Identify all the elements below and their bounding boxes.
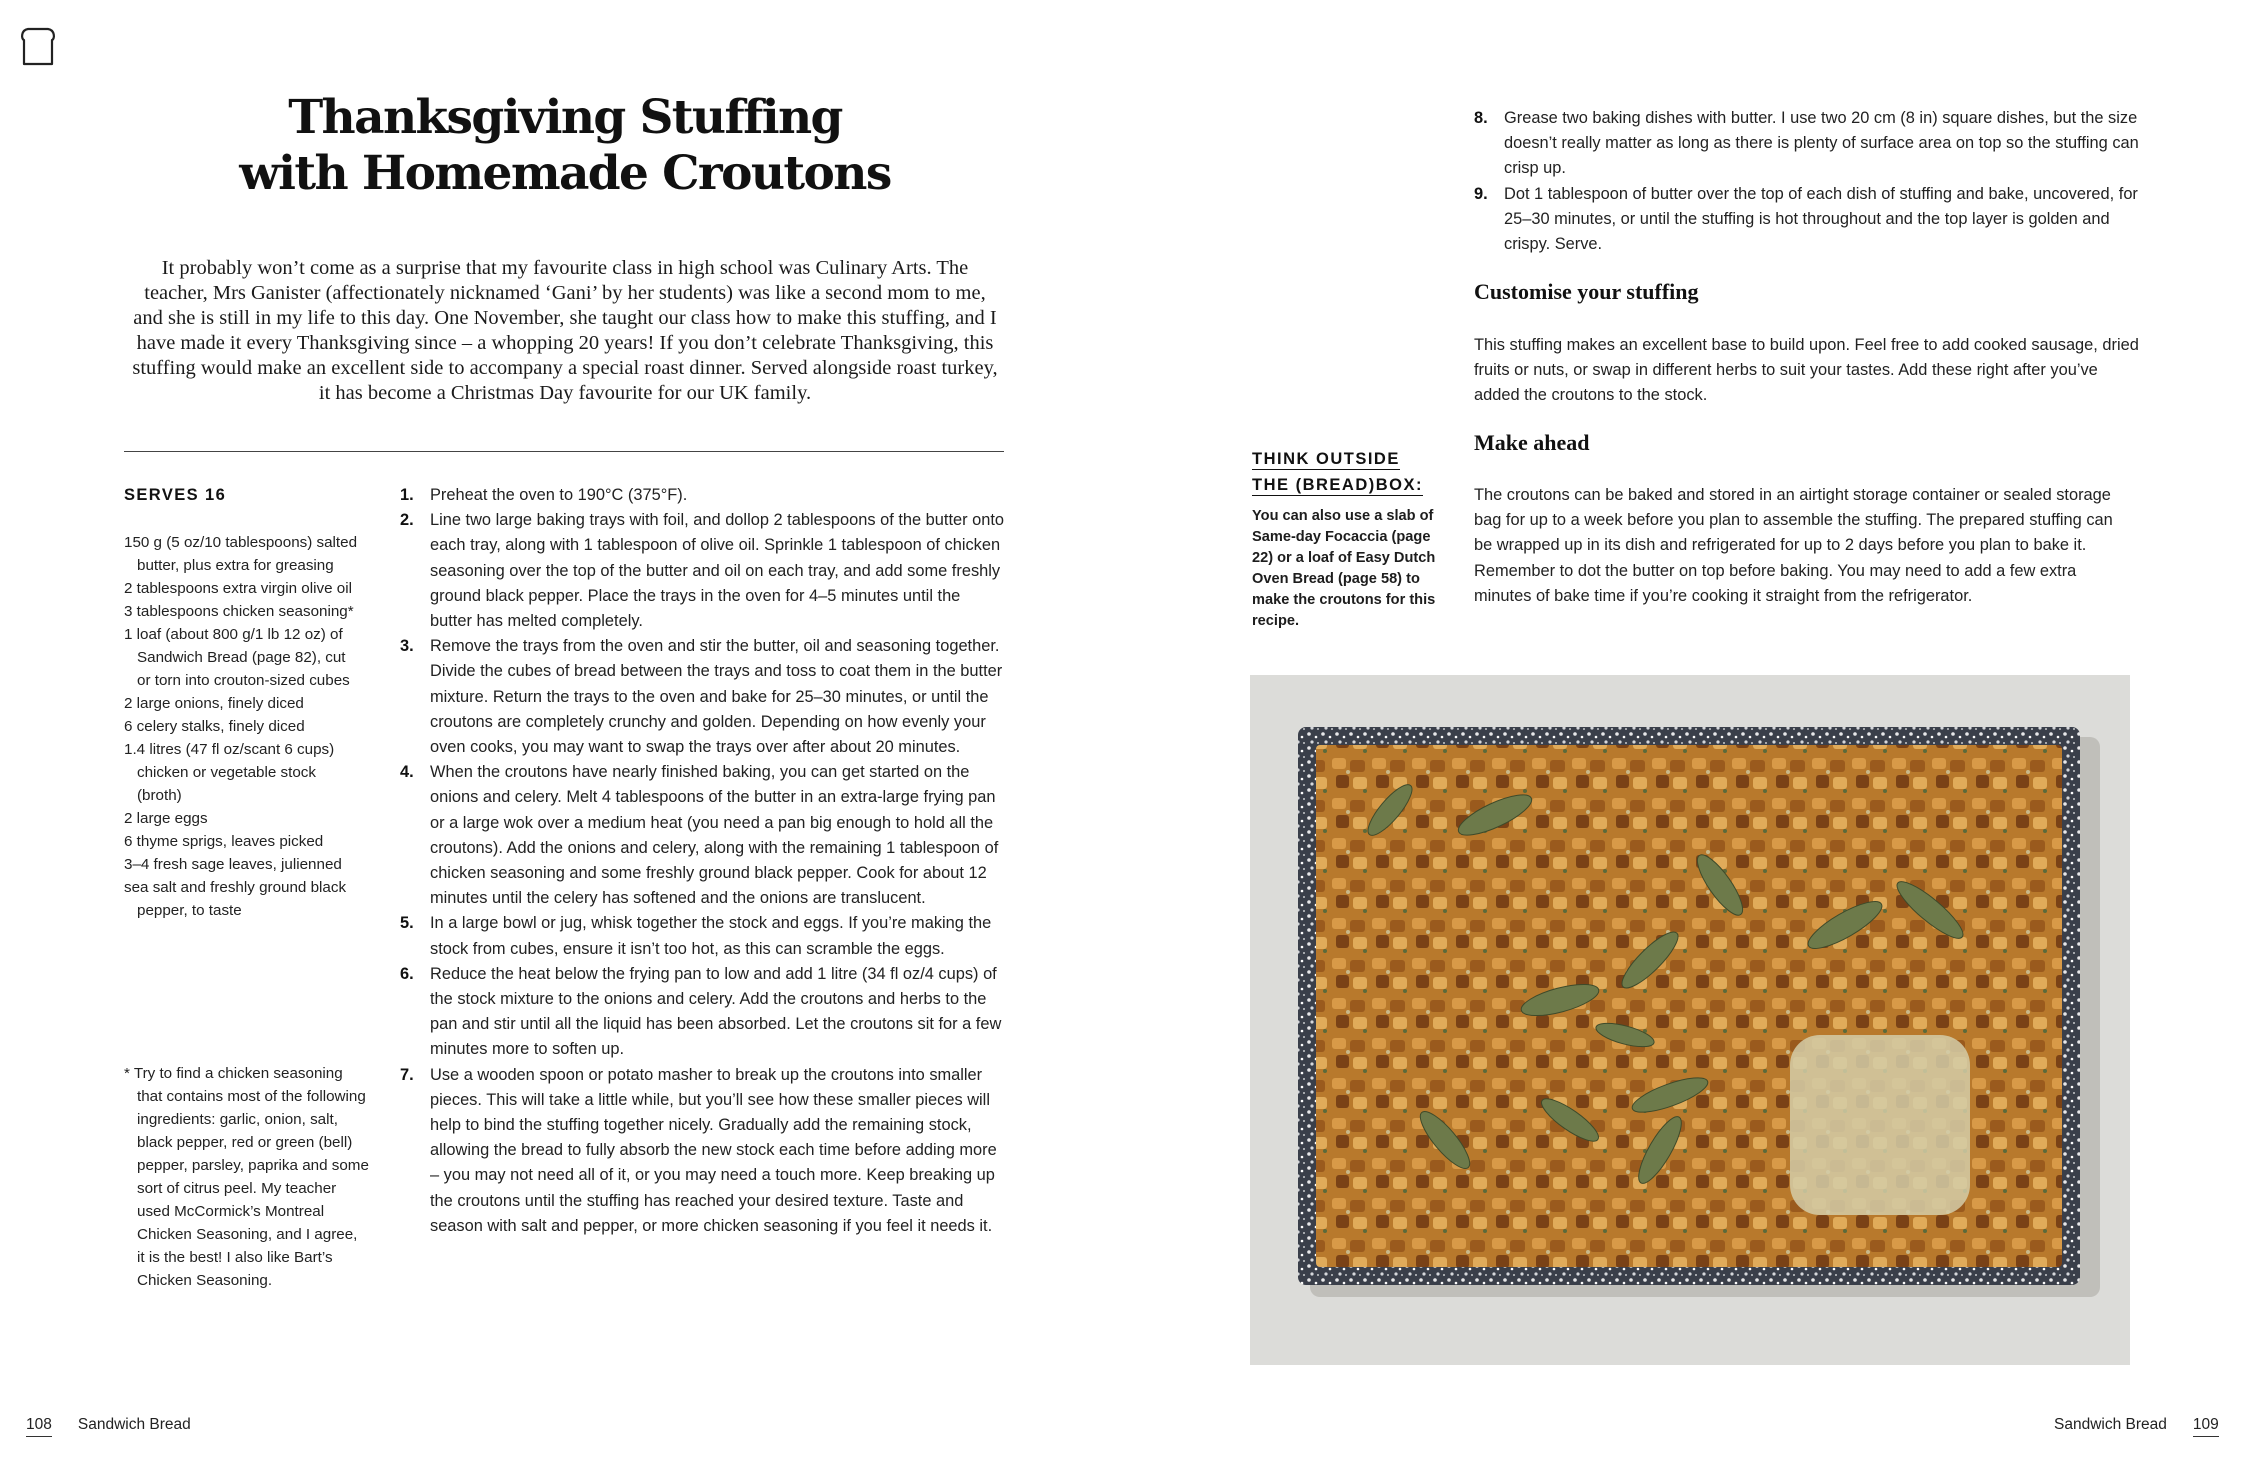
- step-number: 6.: [400, 964, 414, 983]
- ingredient-item: 3 tablespoons chicken seasoning*: [124, 603, 354, 620]
- ingredient-list: [124, 531, 360, 922]
- step-number: 8.: [1474, 109, 1488, 127]
- step-number: 4.: [400, 763, 414, 782]
- step-text: When the croutons have nearly finished baking, you can get started on the onions and celery. Melt 4 tablespoons of the butter in an extra-large frying pan or a large wok over a medium heat (you need a pan big enough to hold all the croutons). Add the onions and celery, along with the remaining 1 tablespoon of chicken seasoning and some freshly ground black pepper. Cook for about 12 minutes until the celery has softened and the onions are translucent.: [430, 763, 999, 908]
- sidebar-heading-line-2: THE (BREAD)BOX:: [1252, 476, 1423, 494]
- method-step: [1474, 182, 2146, 258]
- ingredient-item: 6 thyme sprigs, leaves picked: [124, 833, 324, 850]
- method-step: [400, 962, 1006, 1063]
- ingredient-item: 3–4 fresh sage leaves, julienned: [124, 856, 342, 873]
- intro-paragraph: It probably won’t come as a surprise that my favourite class in high school was Culinary Arts. The teacher, Mrs Ganister (affectionately nicknamed ‘Gani’ by her students) was like a second mom to me, and she is still in my life to this day. One November, she taught our class how to make this stuffing, and I have made it every Thanksgiving since – a whopping 20 years! If you don’t celebrate Thanksgiving, this stuffing would make an excellent side to accompany a special roast dinner. Served alongside roast turkey, it has become a Christmas Day favourite for our UK family.: [132, 257, 998, 404]
- ingredient-item: 6 celery stalks, finely diced: [124, 718, 305, 735]
- ingredient-item: 150 g (5 oz/10 tablespoons) salted butter, plus extra for greasing: [124, 534, 358, 574]
- divider: [124, 451, 1004, 452]
- sidebar-text: You can also use a slab of Same-day Focaccia (page 22) or a loaf of Easy Dutch Oven Bread (page 58) to make the croutons for this recipe.: [1252, 508, 1436, 629]
- method-step: [400, 1063, 1006, 1239]
- footer-section-left: Sandwich Bread: [77, 1416, 191, 1433]
- customise-text: This stuffing makes an excellent base to build upon. Feel free to add cooked sausage, dried fruits or nuts, or swap in different herbs to suit your tastes. Add these right after you’ve added the croutons to the stock.: [1474, 336, 2139, 405]
- method-step: [400, 760, 1006, 911]
- page-number-right: 109: [2193, 1416, 2219, 1437]
- sidebar-heading: [1252, 446, 1452, 498]
- footer-left: [26, 1416, 191, 1434]
- method-step: [400, 911, 1006, 961]
- ingredient-item: 2 tablespoons extra virgin olive oil: [124, 580, 352, 597]
- ingredient-item: sea salt and freshly ground black pepper, to taste: [124, 879, 347, 919]
- page-number-left: 108: [26, 1416, 52, 1437]
- footer-section-right: Sandwich Bread: [2054, 1416, 2167, 1433]
- stuffing-dish-photo: [1250, 675, 2130, 1365]
- step-text: Dot 1 tablespoon of butter over the top of each dish of stuffing and bake, uncovered, for 25–30 minutes, or until the stuffing is hot throughout and the top layer is golden and crispy. Serve.: [1504, 184, 2138, 254]
- serves-label: SERVES 16: [124, 486, 227, 504]
- method-step: [400, 508, 1006, 634]
- customise-heading: Customise your stuffing: [1474, 279, 1699, 304]
- ingredient-item: 2 large onions, finely diced: [124, 695, 304, 712]
- title-line-2: with Homemade Croutons: [239, 146, 891, 201]
- sidebar-heading-line-1: THINK OUTSIDE: [1252, 450, 1400, 468]
- step-number: 5.: [400, 914, 414, 933]
- method-list-continued: [1474, 106, 2146, 257]
- title-line-1: Thanksgiving Stuffing: [288, 90, 842, 145]
- method-step: [400, 483, 1006, 508]
- make-ahead-heading: Make ahead: [1474, 430, 1590, 455]
- footer-right: [2054, 1416, 2219, 1434]
- step-text: Line two large baking trays with foil, and dollop 2 tablespoons of the butter onto each tray, along with 1 tablespoon of olive oil. Sprinkle 1 tablespoon of chicken seasoning over the top of the butter and oil on each tray, and add some freshly ground black pepper. Place the trays in the oven for 4–5 minutes until the butter has melted completely.: [430, 511, 1005, 631]
- ingredient-item: 1 loaf (about 800 g/1 lb 12 oz) of Sandwich Bread (page 82), cut or torn into crouton-sized cubes: [124, 626, 350, 689]
- step-number: 7.: [400, 1065, 414, 1084]
- method-list: [400, 483, 1006, 1239]
- bread-slice-icon: [20, 26, 56, 66]
- step-text: Preheat the oven to 190°C (375°F).: [430, 486, 688, 504]
- make-ahead-text: The croutons can be baked and stored in an airtight storage container or sealed storage bag for up to a week before you plan to assemble the stuffing. The prepared stuffing can be wrapped up in its dish and refrigerated for up to 2 days before you plan to bake it. Remember to dot the butter on top before baking. You may need to add a few extra minutes of bake time if you’re cooking it straight from the refrigerator.: [1474, 486, 2113, 605]
- step-text: Use a wooden spoon or potato masher to break up the croutons into smaller pieces. This will take a little while, but you’ll see how these smaller pieces will help to bind the stuffing together nicely. Gradually add the remaining stock, allowing the bread to fully absorb the new stock each time before adding more – you may not need all of it, or you may need a touch more. Keep breaking up the croutons until the stuffing has reached your desired texture. Taste and season with salt and pepper, or more chicken seasoning if you feel it needs it.: [430, 1065, 997, 1235]
- step-number: 2.: [400, 511, 414, 530]
- ingredient-item: 2 large eggs: [124, 810, 208, 827]
- method-step: [1474, 106, 2146, 182]
- ingredient-item: 1.4 litres (47 fl oz/scant 6 cups) chicken or vegetable stock (broth): [124, 741, 335, 804]
- step-text: Remove the trays from the oven and stir the butter, oil and seasoning together. Divide the cubes of bread between the trays and toss to coat them in the butter mixture. Return the trays to the oven and bake for 25–30 minutes, or until the croutons are completely crunchy and golden. Depending on how evenly your oven cooks, you may want to swap the trays over after about 20 minutes.: [430, 637, 1003, 757]
- ingredient-footnote: * Try to find a chicken seasoning that contains most of the following ingredients: garlic, onion, salt, black pepper, red or green (bell) pepper, parsley, paprika and some sort of citrus peel. My teacher used McCormick’s Montreal Chicken Seasoning, and I agree, it is the best! I also like Bart’s Chicken Seasoning.: [124, 1065, 369, 1289]
- step-number: 9.: [1474, 184, 1488, 203]
- step-text: In a large bowl or jug, whisk together the stock and eggs. If you’re making the stock from cubes, ensure it isn’t too hot, as this can scramble the eggs.: [430, 914, 992, 958]
- page-title: [150, 90, 980, 202]
- method-step: [400, 634, 1006, 760]
- step-number: 3.: [400, 637, 414, 656]
- step-text: Reduce the heat below the frying pan to low and add 1 litre (34 fl oz/4 cups) of the stock mixture to the onions and celery. Add the croutons and herbs to the pan and stir until all the liquid has been absorbed. Let the croutons sit for a few minutes more to soften up.: [430, 964, 1002, 1059]
- step-text: Grease two baking dishes with butter. I use two 20 cm (8 in) square dishes, but the size doesn’t really matter as long as there is plenty of surface area on top so the stuffing can crisp up.: [1504, 109, 2139, 178]
- step-number: 1.: [400, 486, 414, 504]
